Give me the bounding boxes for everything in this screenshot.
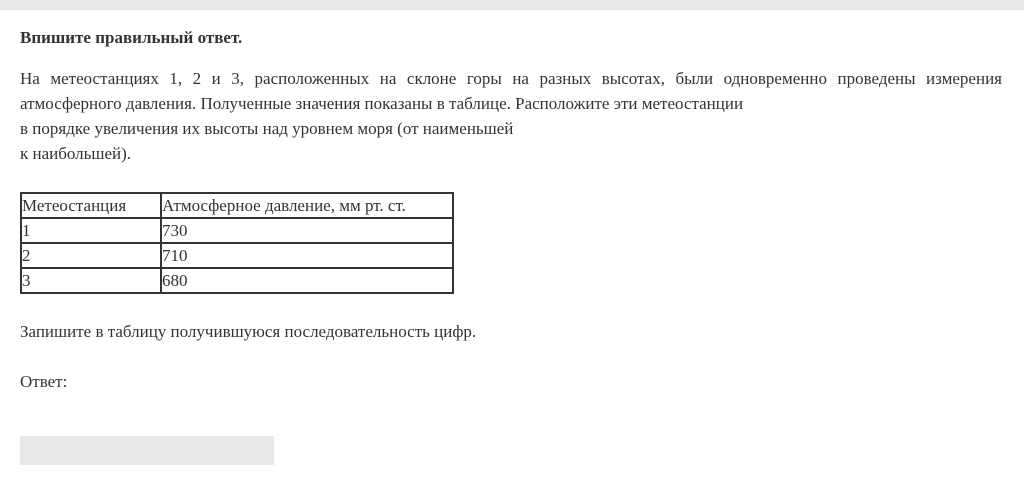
question-line-4: к наибольшей). xyxy=(20,144,132,163)
table-row xyxy=(21,243,453,268)
table-header-station: Метеостанция xyxy=(21,193,161,218)
top-bar xyxy=(0,0,1024,10)
task-instruction: Впишите правильный ответ. xyxy=(20,28,243,47)
question-line-2: атмосферного давления. Полученные значения показаны в таблице. Расположите эти метеостанции xyxy=(20,94,744,113)
table-row xyxy=(21,268,453,293)
table-cell-station: 3 xyxy=(21,268,161,293)
question-line-3: в порядке увеличения их высоты над уровнем моря (от наименьшей xyxy=(20,119,514,138)
table-cell-pressure: 680 xyxy=(161,268,453,293)
task-content xyxy=(20,26,1002,394)
table-header-row xyxy=(21,193,453,218)
question-line-1: На метеостанциях 1, 2 и 3, расположенных на склоне горы на разных высотах, были одновременно проведены измерения xyxy=(20,69,1002,88)
table-cell-pressure: 730 xyxy=(161,218,453,243)
pressure-table xyxy=(20,192,454,294)
table-cell-station: 2 xyxy=(21,243,161,268)
question-text xyxy=(20,66,1002,166)
answer-label: Ответ: xyxy=(20,372,68,391)
table-cell-station: 1 xyxy=(21,218,161,243)
table-header-pressure: Атмосферное давление, мм рт. ст. xyxy=(161,193,453,218)
table-cell-pressure: 710 xyxy=(161,243,453,268)
answer-input[interactable] xyxy=(20,436,274,465)
answer-prompt: Запишите в таблицу получившуюся последовательность цифр. xyxy=(20,322,477,341)
table-row xyxy=(21,218,453,243)
